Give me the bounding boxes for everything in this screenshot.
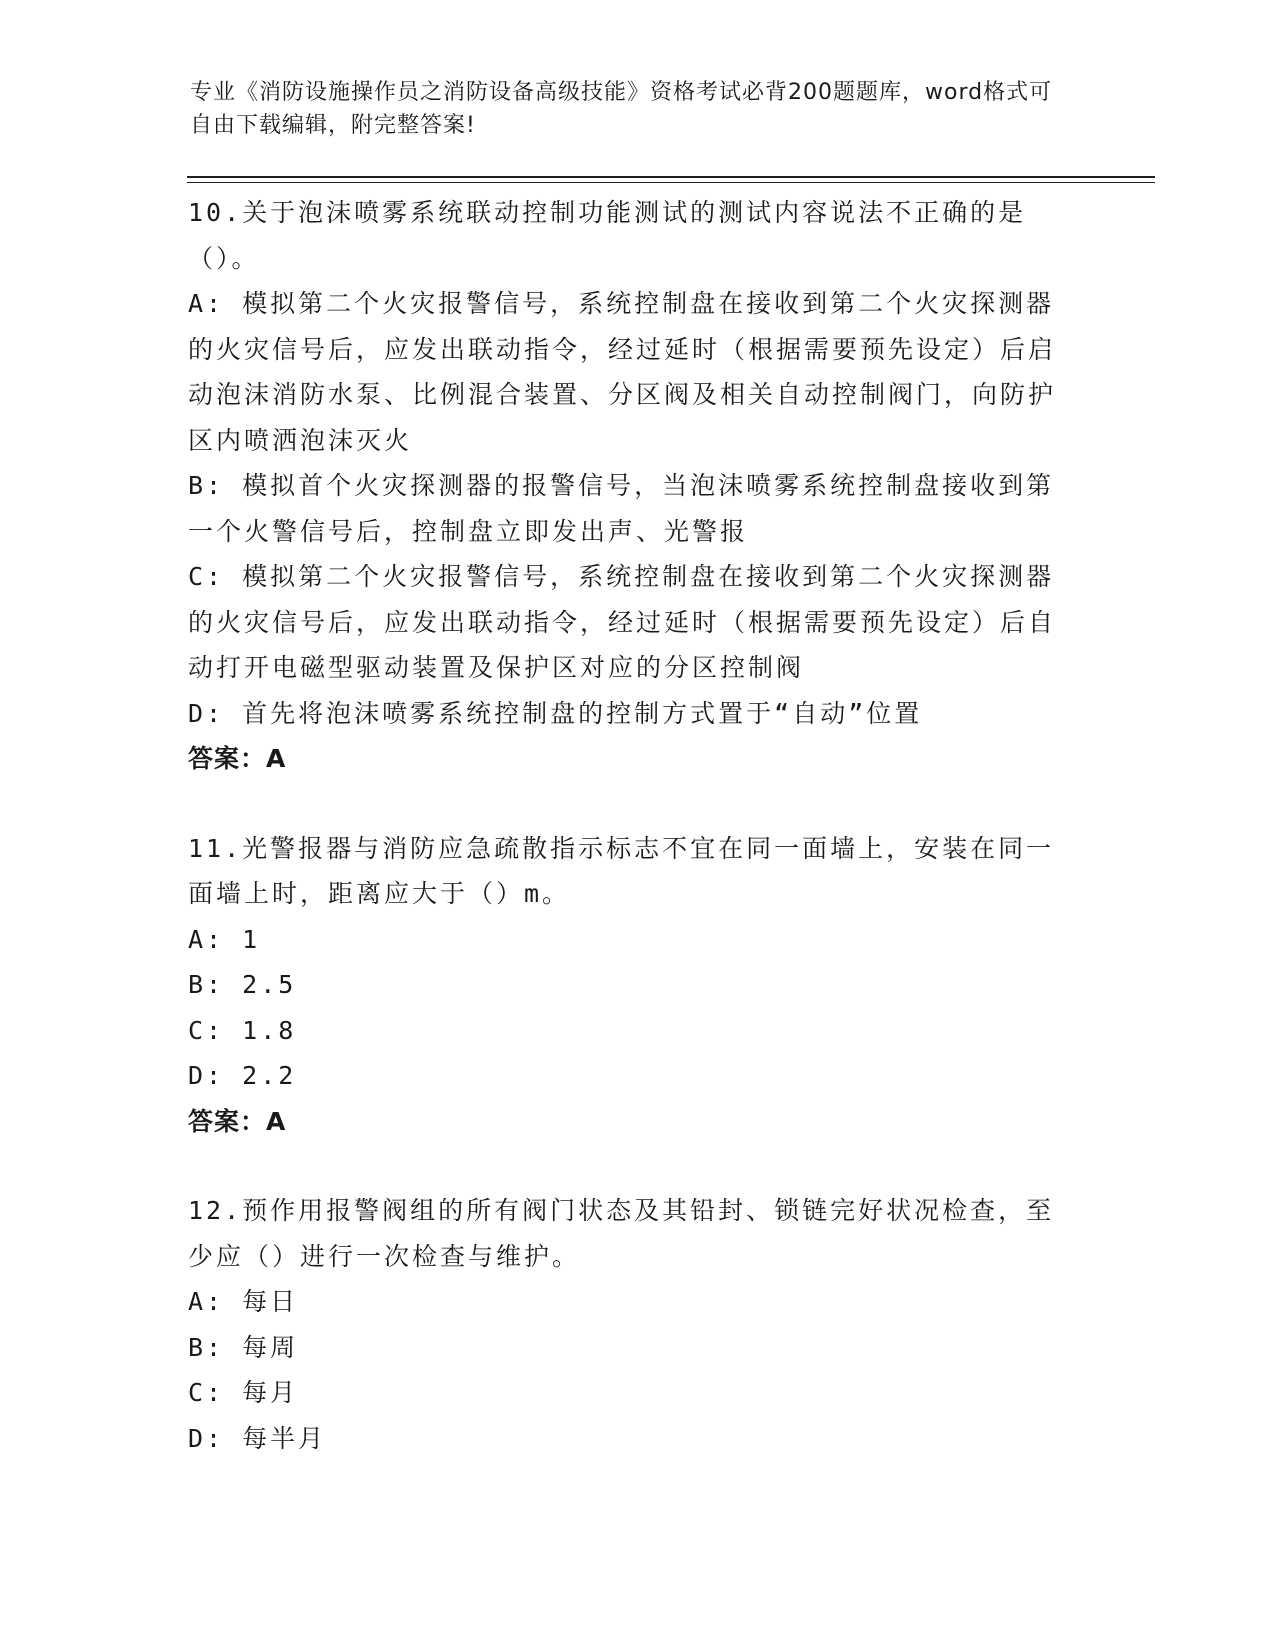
option-b: B: 模拟首个火灾探测器的报警信号，当泡沫喷雾系统控制盘接收到第一个火警信号后，控制盘立即发出声、光警报 [188,471,1055,546]
question-10 [188,190,1078,782]
option-a: A: 1 [188,924,261,954]
answer-line: 答案：A [188,1106,287,1136]
option-a: A: 模拟第二个火灾报警信号，系统控制盘在接收到第二个火灾探测器的火灾信号后，应发出联动指令，经过延时（根据需要预先设定）后启动泡沫消防水泵、比例混合装置、分区阀及相关自动控制阀门，向防护区内喷洒泡沫灭火 [188,289,1057,455]
document-header [190,76,1060,142]
option-c: C: 模拟第二个火灾报警信号，系统控制盘在接收到第二个火灾探测器的火灾信号后，应发出联动指令，经过延时（根据需要预先设定）后自动打开电磁型驱动装置及保护区对应的分区控制阀 [188,562,1057,682]
header-intro-text: 专业《消防设施操作员之消防设备高级技能》资格考试必背200题题库，word格式可自由下载编辑，附完整答案! [190,80,1053,138]
header-divider-thick [187,176,1155,178]
question-stem: 10.关于泡沫喷雾系统联动控制功能测试的测试内容说法不正确的是（）。 [188,198,1027,273]
option-c: C: 每月 [188,1378,299,1407]
answer-line: 答案：A [188,744,287,773]
question-11 [188,826,1078,1145]
question-12 [188,1188,1078,1461]
option-d: D: 每半月 [188,1423,327,1453]
question-list [188,190,1078,1461]
header-divider-thin [187,182,1155,183]
question-stem: 12.预作用报警阀组的所有阀门状态及其铅封、锁链完好状况检查，至少应（）进行一次检查与维护。 [188,1196,1055,1271]
option-c: C: 1.8 [188,1015,297,1045]
option-b: B: 每周 [188,1332,299,1362]
option-d: D: 首先将泡沫喷雾系统控制盘的控制方式置于“自动”位置 [188,698,923,728]
option-b: B: 2.5 [188,970,297,999]
option-d: D: 2.2 [188,1061,297,1090]
question-stem: 11.光警报器与消防应急疏散指示标志不宜在同一面墙上，安装在同一面墙上时，距离应大于（）m。 [188,833,1055,908]
option-a: A: 每日 [188,1287,299,1316]
